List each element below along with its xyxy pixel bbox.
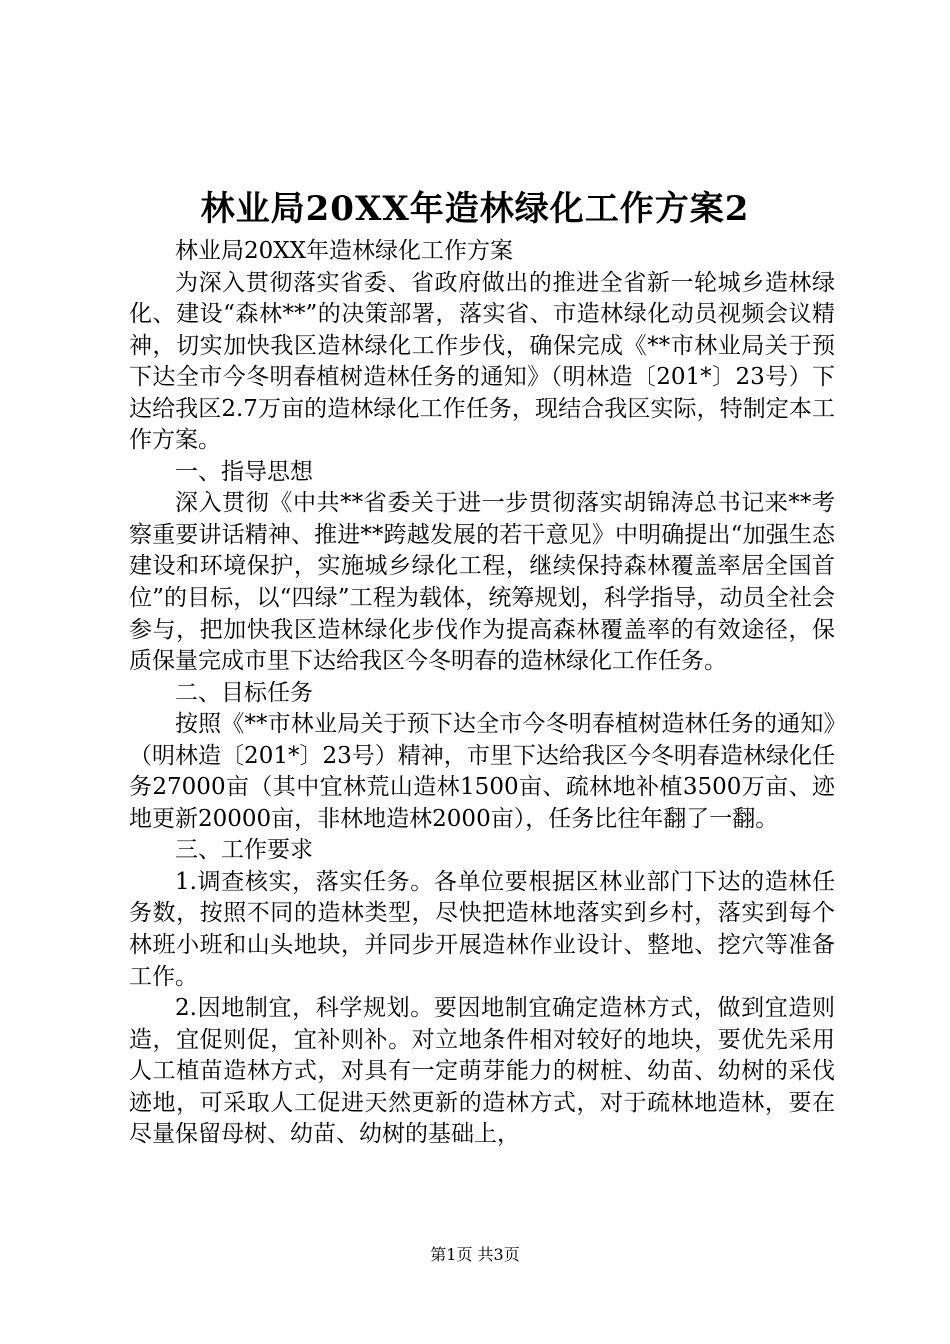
paragraph-targets: 按照《**市林业局关于预下达全市今冬明春植树造林任务的通知》（明林造〔201*〕23号）精神，市里下达给我区今冬明春造林绿化任务27000亩（其中宜林荒山造林1500亩、疏林地补植3500万亩、迹地更新20000亩，非林地造林2000亩），任务比往年翻了一翻。 <box>129 711 835 832</box>
section-heading-requirements: 三、工作要求 <box>175 837 313 864</box>
section-heading-targets: 二、目标任务 <box>175 679 313 706</box>
document-body <box>129 236 835 1151</box>
paragraph-subtitle: 林业局20XX年造林绿化工作方案 <box>175 238 514 264</box>
page-footer: 第1页 共3页 <box>430 1245 520 1264</box>
document-title: 林业局20XX年造林绿化工作方案2 <box>200 189 750 229</box>
paragraph-guiding-ideology: 深入贯彻《中共**省委关于进一步贯彻落实胡锦涛总书记来**考察重要讲话精神、推进**跨越发展的若干意见》中明确提出“加强生态建设和环境保护，实施城乡绿化工程，继续保持森林覆盖率居全国首位”的目标，以“四绿”工程为载体，统筹规划，科学指导，动员全社会参与，把加快我区造林绿化步伐作为提高森林覆盖率的有效途径，保质保量完成市里下达给我区今冬明春的造林绿化工作任务。 <box>129 490 835 675</box>
paragraph-requirement-2: 2.因地制宜，科学规划。要因地制宜确定造林方式，做到宜造则造，宜促则促，宜补则补。对立地条件相对较好的地块，要优先采用人工植苗造林方式，对具有一定萌芽能力的树桩、幼苗、幼树的采伐迹地，可采取人工促进天然更新的造林方式，对于疏林地造林，要在尽量保留母树、幼苗、幼树的基础上， <box>129 995 835 1148</box>
section-heading-guiding-ideology: 一、指导思想 <box>175 458 313 485</box>
paragraph-intro: 为深入贯彻落实省委、省政府做出的推进全省新一轮城乡造林绿化、建设“森林**”的决策部署，落实省、市造林绿化动员视频会议精神，切实加快我区造林绿化工作步伐，确保完成《**市林业局关于预下达全市今冬明春植树造林任务的通知》（明林造〔201*〕23号）下达给我区2.7万亩的造林绿化工作任务，现结合我区实际，特制定本工作方案。 <box>129 269 835 454</box>
paragraph-requirement-1: 1.调查核实，落实任务。各单位要根据区林业部门下达的造林任务数，按照不同的造林类型，尽快把造林地落实到乡村，落实到每个林班小班和山头地块，并同步开展造林作业设计、整地、挖穴等准备工作。 <box>129 868 835 990</box>
